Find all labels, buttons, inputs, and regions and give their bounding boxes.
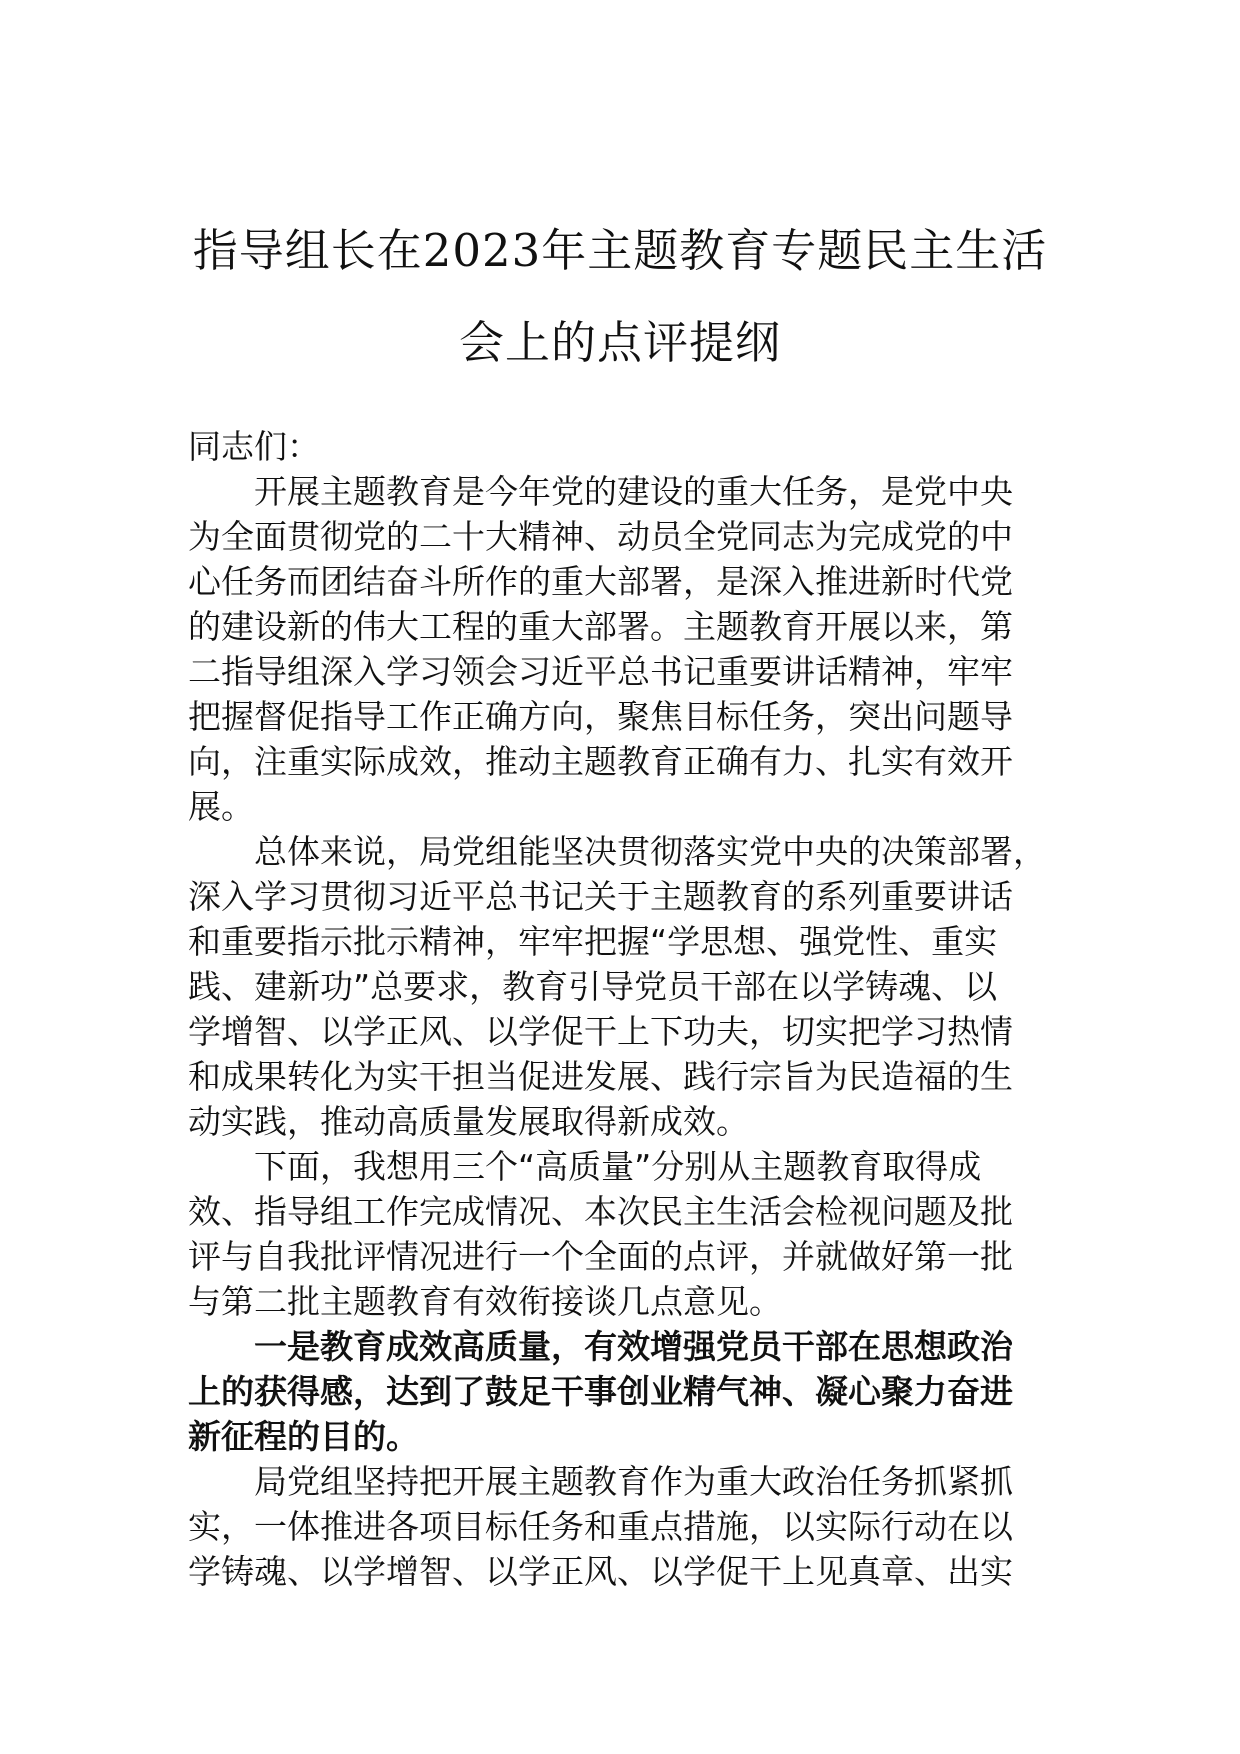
paragraph-4-heading bbox=[188, 1324, 1060, 1459]
title-line-2: 会上的点评提纲 bbox=[458, 316, 781, 369]
paragraph-3-line-2: 效、指导组工作完成情况、本次民主生活会检视问题及批 bbox=[188, 1192, 1013, 1231]
paragraph-5-line-3: 学铸魂、以学增智、以学正风、以学促干上见真章、出实 bbox=[188, 1552, 1013, 1591]
paragraph-2-line-4: 践、建新功”总要求，教育引导党员干部在以学铸魂、以 bbox=[188, 967, 998, 1006]
paragraph-2-line-3: 和重要指示批示精神，牢牢把握“学思想、强党性、重实 bbox=[188, 922, 998, 961]
paragraph-2 bbox=[188, 829, 1060, 1144]
paragraph-2-line-6: 和成果转化为实干担当促进发展、践行宗旨为民造福的生 bbox=[188, 1057, 1013, 1096]
paragraph-5-line-2: 实，一体推进各项目标任务和重点措施，以实际行动在以 bbox=[188, 1507, 1013, 1546]
title-line-1: 指导组长在2023年主题教育专题民主生活 bbox=[192, 224, 1048, 277]
paragraph-3 bbox=[188, 1144, 1060, 1324]
paragraph-1-line-3: 心任务而团结奋斗所作的重大部署，是深入推进新时代党 bbox=[188, 562, 1013, 601]
paragraph-2-line-1: 总体来说，局党组能坚决贯彻落实党中央的决策部署， bbox=[254, 832, 1046, 871]
paragraph-1-line-5: 二指导组深入学习领会习近平总书记重要讲话精神，牢牢 bbox=[188, 652, 1013, 691]
document-title bbox=[150, 205, 1090, 389]
paragraph-1 bbox=[188, 469, 1060, 829]
paragraph-3-line-1: 下面，我想用三个“高质量”分别从主题教育取得成 bbox=[254, 1147, 982, 1186]
document-body bbox=[188, 424, 1060, 1594]
paragraph-1-line-6: 把握督促指导工作正确方向，聚焦目标任务，突出问题导 bbox=[188, 697, 1013, 736]
paragraph-5 bbox=[188, 1459, 1060, 1594]
paragraph-2-line-2: 深入学习贯彻习近平总书记关于主题教育的系列重要讲话 bbox=[188, 877, 1013, 916]
paragraph-4-line-3: 新征程的目的。 bbox=[188, 1417, 419, 1456]
paragraph-1-line-7: 向，注重实际成效，推动主题教育正确有力、扎实有效开 bbox=[188, 742, 1013, 781]
paragraph-1-line-4: 的建设新的伟大工程的重大部署。主题教育开展以来，第 bbox=[188, 607, 1013, 646]
paragraph-3-line-3: 评与自我批评情况进行一个全面的点评，并就做好第一批 bbox=[188, 1237, 1013, 1276]
paragraph-2-line-5: 学增智、以学正风、以学促干上下功夫，切实把学习热情 bbox=[188, 1012, 1013, 1051]
paragraph-4-line-1: 一是教育成效高质量，有效增强党员干部在思想政治 bbox=[254, 1327, 1013, 1366]
paragraph-3-line-4: 与第二批主题教育有效衔接谈几点意见。 bbox=[188, 1282, 782, 1321]
salutation: 同志们： bbox=[188, 427, 320, 466]
paragraph-2-line-7: 动实践，推动高质量发展取得新成效。 bbox=[188, 1102, 749, 1141]
paragraph-1-line-8: 展。 bbox=[188, 787, 254, 826]
paragraph-1-line-1: 开展主题教育是今年党的建设的重大任务，是党中央 bbox=[254, 472, 1013, 511]
paragraph-5-line-1: 局党组坚持把开展主题教育作为重大政治任务抓紧抓 bbox=[254, 1462, 1013, 1501]
paragraph-1-line-2: 为全面贯彻党的二十大精神、动员全党同志为完成党的中 bbox=[188, 517, 1013, 556]
paragraph-4-line-2: 上的获得感，达到了鼓足干事创业精气神、凝心聚力奋进 bbox=[188, 1372, 1013, 1411]
